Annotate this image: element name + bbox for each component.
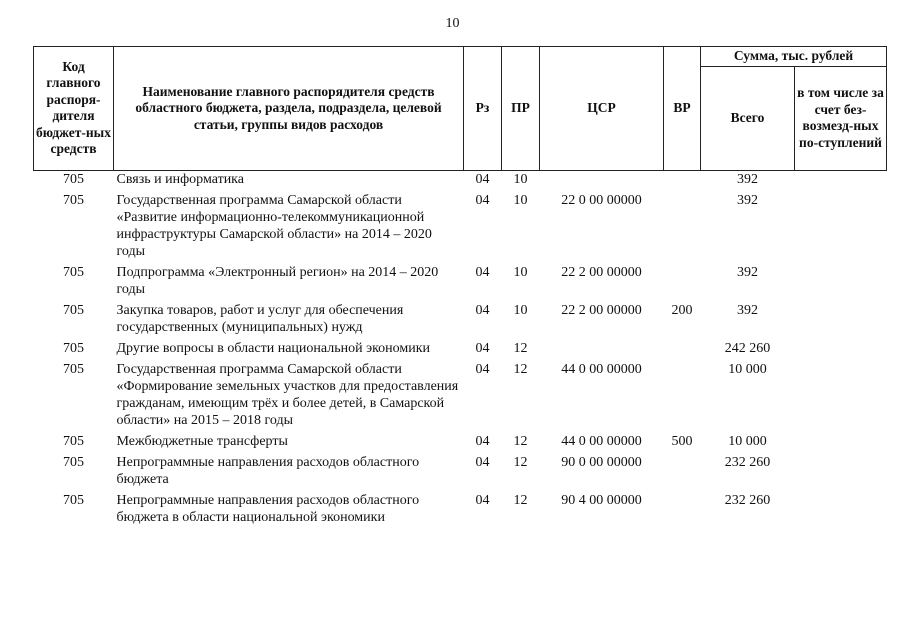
header-name: Наименование главного распорядителя средств областного бюджета, раздела, подраздела, целевой статьи, группы видов расходов	[114, 47, 464, 171]
cell-pr: 10	[513, 264, 528, 280]
cell-rz: 04	[475, 433, 490, 449]
cell-rz: 04	[475, 361, 490, 377]
cell-rz: 04	[475, 340, 490, 356]
cell-free	[795, 264, 887, 302]
cell-total: 10 000	[728, 361, 767, 377]
table-row	[34, 454, 887, 492]
table-row	[34, 170, 887, 192]
cell-name: Другие вопросы в области национальной экономики	[116, 340, 431, 356]
cell-csr: 22 2 00 00000	[561, 302, 642, 318]
cell-vr	[664, 264, 701, 302]
cell-total: 392	[737, 302, 758, 318]
cell-free	[795, 361, 887, 433]
table-row	[34, 433, 887, 454]
table-row	[34, 361, 887, 433]
cell-code: 705	[63, 171, 84, 187]
cell-vr	[664, 340, 701, 361]
cell-total: 392	[737, 192, 758, 208]
cell-pr: 10	[513, 171, 528, 187]
cell-total: 242 260	[724, 340, 771, 356]
cell-rz: 04	[475, 302, 490, 318]
header-sum: Сумма, тыс. рублей	[701, 47, 887, 67]
cell-name: Непрограммные направления расходов областного бюджета в области национальной экономики	[116, 492, 420, 525]
cell-total: 392	[737, 264, 758, 280]
cell-total: 232 260	[724, 454, 771, 470]
header-vr: ВР	[664, 47, 701, 171]
header-code: Код главного распоря-дителя бюджет-ных средств	[34, 47, 114, 171]
cell-csr: 44 0 00 00000	[561, 361, 642, 377]
cell-vr	[664, 454, 701, 492]
table-body	[34, 170, 887, 530]
cell-free	[795, 170, 887, 192]
cell-vr	[664, 492, 701, 530]
cell-name: Связь и информатика	[116, 171, 244, 187]
budget-table	[33, 46, 887, 530]
table-row	[34, 340, 887, 361]
cell-name: Подпрограмма «Электронный регион» на 2014 – 2020 годы	[116, 264, 439, 297]
cell-csr: 90 0 00 00000	[561, 454, 642, 470]
header-rz: Рз	[464, 47, 502, 171]
cell-free	[795, 340, 887, 361]
cell-rz: 04	[475, 492, 490, 508]
cell-csr	[540, 340, 664, 361]
table-row	[34, 192, 887, 264]
header-pr: ПР	[502, 47, 540, 171]
cell-free	[795, 454, 887, 492]
cell-pr: 12	[513, 361, 528, 377]
cell-name: Государственная программа Самарской области «Формирование земельных участков для предоставления гражданам, имеющим трёх и более детей, в Самарской области» на 2015 – 2018 годы	[116, 361, 459, 428]
cell-pr: 12	[513, 454, 528, 470]
page-number: 10	[445, 16, 460, 31]
cell-csr: 22 0 00 00000	[561, 192, 642, 208]
cell-rz: 04	[475, 171, 490, 187]
cell-name: Закупка товаров, работ и услуг для обеспечения государственных (муниципальных) нужд	[116, 302, 404, 335]
cell-name: Непрограммные направления расходов областного бюджета	[116, 454, 420, 487]
table-row	[34, 264, 887, 302]
cell-csr	[540, 170, 664, 192]
cell-vr: 500	[671, 433, 693, 449]
cell-vr	[664, 361, 701, 433]
table-row	[34, 492, 887, 530]
cell-vr	[664, 192, 701, 264]
cell-code: 705	[63, 340, 84, 356]
cell-free	[795, 302, 887, 340]
cell-rz: 04	[475, 192, 490, 208]
cell-code: 705	[63, 433, 84, 449]
cell-name: Государственная программа Самарской области «Развитие информационно-телекоммуникационной инфраструктуры Самарской области» на 2014 – 2020 годы	[116, 192, 432, 259]
cell-vr: 200	[671, 302, 693, 318]
cell-free	[795, 492, 887, 530]
cell-free	[795, 433, 887, 454]
cell-code: 705	[63, 264, 84, 280]
cell-code: 705	[63, 192, 84, 208]
cell-csr: 22 2 00 00000	[561, 264, 642, 280]
cell-csr: 44 0 00 00000	[561, 433, 642, 449]
cell-total: 232 260	[724, 492, 771, 508]
cell-code: 705	[63, 454, 84, 470]
cell-code: 705	[63, 492, 84, 508]
cell-rz: 04	[475, 454, 490, 470]
cell-name: Межбюджетные трансферты	[116, 433, 288, 449]
header-total: Всего	[701, 66, 795, 170]
cell-free	[795, 192, 887, 264]
cell-csr: 90 4 00 00000	[561, 492, 642, 508]
cell-pr: 10	[513, 192, 528, 208]
cell-total: 10 000	[728, 433, 767, 449]
cell-rz: 04	[475, 264, 490, 280]
cell-code: 705	[63, 302, 84, 318]
header-free: в том числе за счет без-возмезд-ных по-ступлений	[795, 66, 887, 170]
table-row	[34, 302, 887, 340]
cell-pr: 12	[513, 492, 528, 508]
cell-code: 705	[63, 361, 84, 377]
cell-pr: 12	[513, 340, 528, 356]
header-csr: ЦСР	[540, 47, 664, 171]
cell-pr: 12	[513, 433, 528, 449]
cell-total: 392	[737, 171, 758, 187]
cell-vr	[664, 170, 701, 192]
cell-pr: 10	[513, 302, 528, 318]
